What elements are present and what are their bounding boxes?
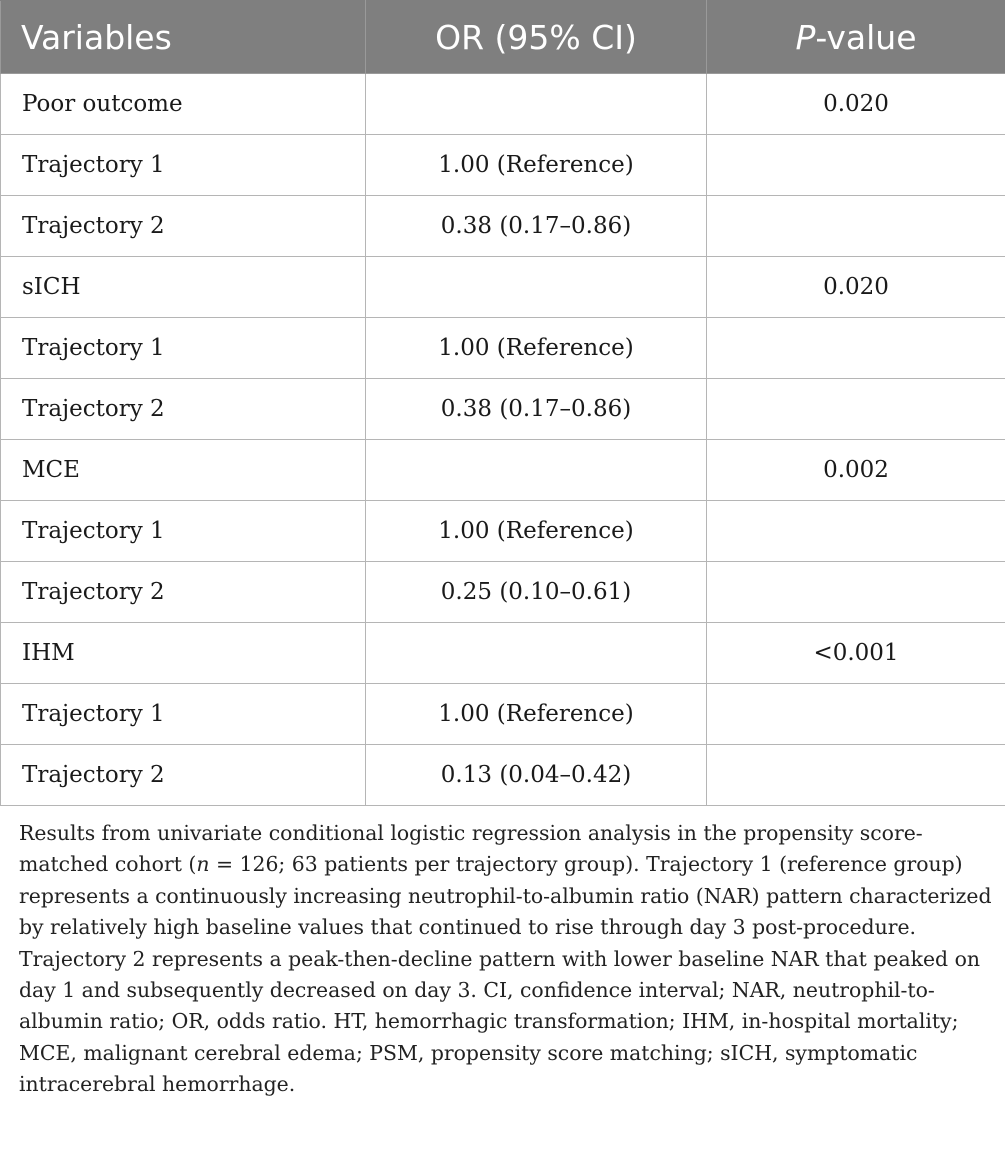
table-row	[1, 623, 1005, 684]
cell-p-value	[707, 135, 1005, 196]
footnote-part2: = 126; 63 patients per trajectory group). Trajectory 1 (reference group) represents a continuously increasing neutrophil-to-albumin ratio (NAR) pattern characterized by relatively high baseline values that continued to rise through day 3 post-procedure. Trajectory 2 represents a peak-then-decline pattern with lower baseline NAR that peaked on day 1 and subsequently decreased on day 3. CI, confidence interval; NAR, neutrophil-to-albumin ratio; OR, odds ratio. HT, hemorrhagic transformation; IHM, in-hospital mortality; MCE, malignant cerebral edema; PSM, propensity score matching; sICH, symptomatic intracerebral hemorrhage.	[19, 852, 992, 1097]
cell-odds-ratio	[366, 623, 707, 684]
cell-odds-ratio	[366, 257, 707, 318]
cell-variable: Trajectory 1	[1, 135, 366, 196]
cell-p-value	[707, 562, 1005, 623]
footnote-part1: Results from univariate conditional logistic regression analysis in the propensity score-matched cohort (	[19, 821, 923, 877]
cell-odds-ratio: 0.25 (0.10–0.61)	[366, 562, 707, 623]
header-or: OR (95% CI)	[366, 1, 707, 74]
cell-variable: Trajectory 1	[1, 684, 366, 745]
cell-variable: IHM	[1, 623, 366, 684]
table-row	[1, 501, 1005, 562]
cell-p-value	[707, 501, 1005, 562]
table-row	[1, 684, 1005, 745]
header-p-rest: -value	[815, 17, 917, 57]
cell-odds-ratio: 0.13 (0.04–0.42)	[366, 745, 707, 806]
table-row	[1, 318, 1005, 379]
cell-odds-ratio: 1.00 (Reference)	[366, 318, 707, 379]
cell-variable: Trajectory 2	[1, 562, 366, 623]
cell-p-value: 0.020	[707, 257, 1005, 318]
cell-variable: MCE	[1, 440, 366, 501]
cell-odds-ratio: 1.00 (Reference)	[366, 501, 707, 562]
table-row	[1, 196, 1005, 257]
header-row	[1, 1, 1005, 74]
table-footnote	[19, 818, 1001, 1101]
cell-p-value	[707, 745, 1005, 806]
cell-p-value	[707, 379, 1005, 440]
table-row	[1, 135, 1005, 196]
cell-variable: sICH	[1, 257, 366, 318]
cell-p-value	[707, 684, 1005, 745]
cell-p-value: 0.002	[707, 440, 1005, 501]
header-variables: Variables	[1, 1, 366, 74]
cell-variable: Trajectory 1	[1, 318, 366, 379]
cell-variable: Trajectory 2	[1, 196, 366, 257]
cell-odds-ratio: 1.00 (Reference)	[366, 135, 707, 196]
table-row	[1, 257, 1005, 318]
cell-p-value	[707, 318, 1005, 379]
cell-odds-ratio	[366, 440, 707, 501]
table-row	[1, 745, 1005, 806]
table-row	[1, 562, 1005, 623]
cell-p-value: 0.020	[707, 74, 1005, 135]
cell-odds-ratio: 0.38 (0.17–0.86)	[366, 196, 707, 257]
cell-p-value: <0.001	[707, 623, 1005, 684]
table-row	[1, 74, 1005, 135]
header-p-italic: P	[795, 17, 816, 57]
table-row	[1, 379, 1005, 440]
header-p-value	[707, 1, 1005, 74]
table-body	[1, 74, 1005, 806]
cell-p-value	[707, 196, 1005, 257]
cell-variable: Trajectory 1	[1, 501, 366, 562]
cell-odds-ratio: 1.00 (Reference)	[366, 684, 707, 745]
footnote-n-symbol: n	[196, 852, 210, 877]
cell-variable: Trajectory 2	[1, 379, 366, 440]
cell-variable: Trajectory 2	[1, 745, 366, 806]
cell-odds-ratio	[366, 74, 707, 135]
table-row	[1, 440, 1005, 501]
cell-odds-ratio: 0.38 (0.17–0.86)	[366, 379, 707, 440]
cell-variable: Poor outcome	[1, 74, 366, 135]
